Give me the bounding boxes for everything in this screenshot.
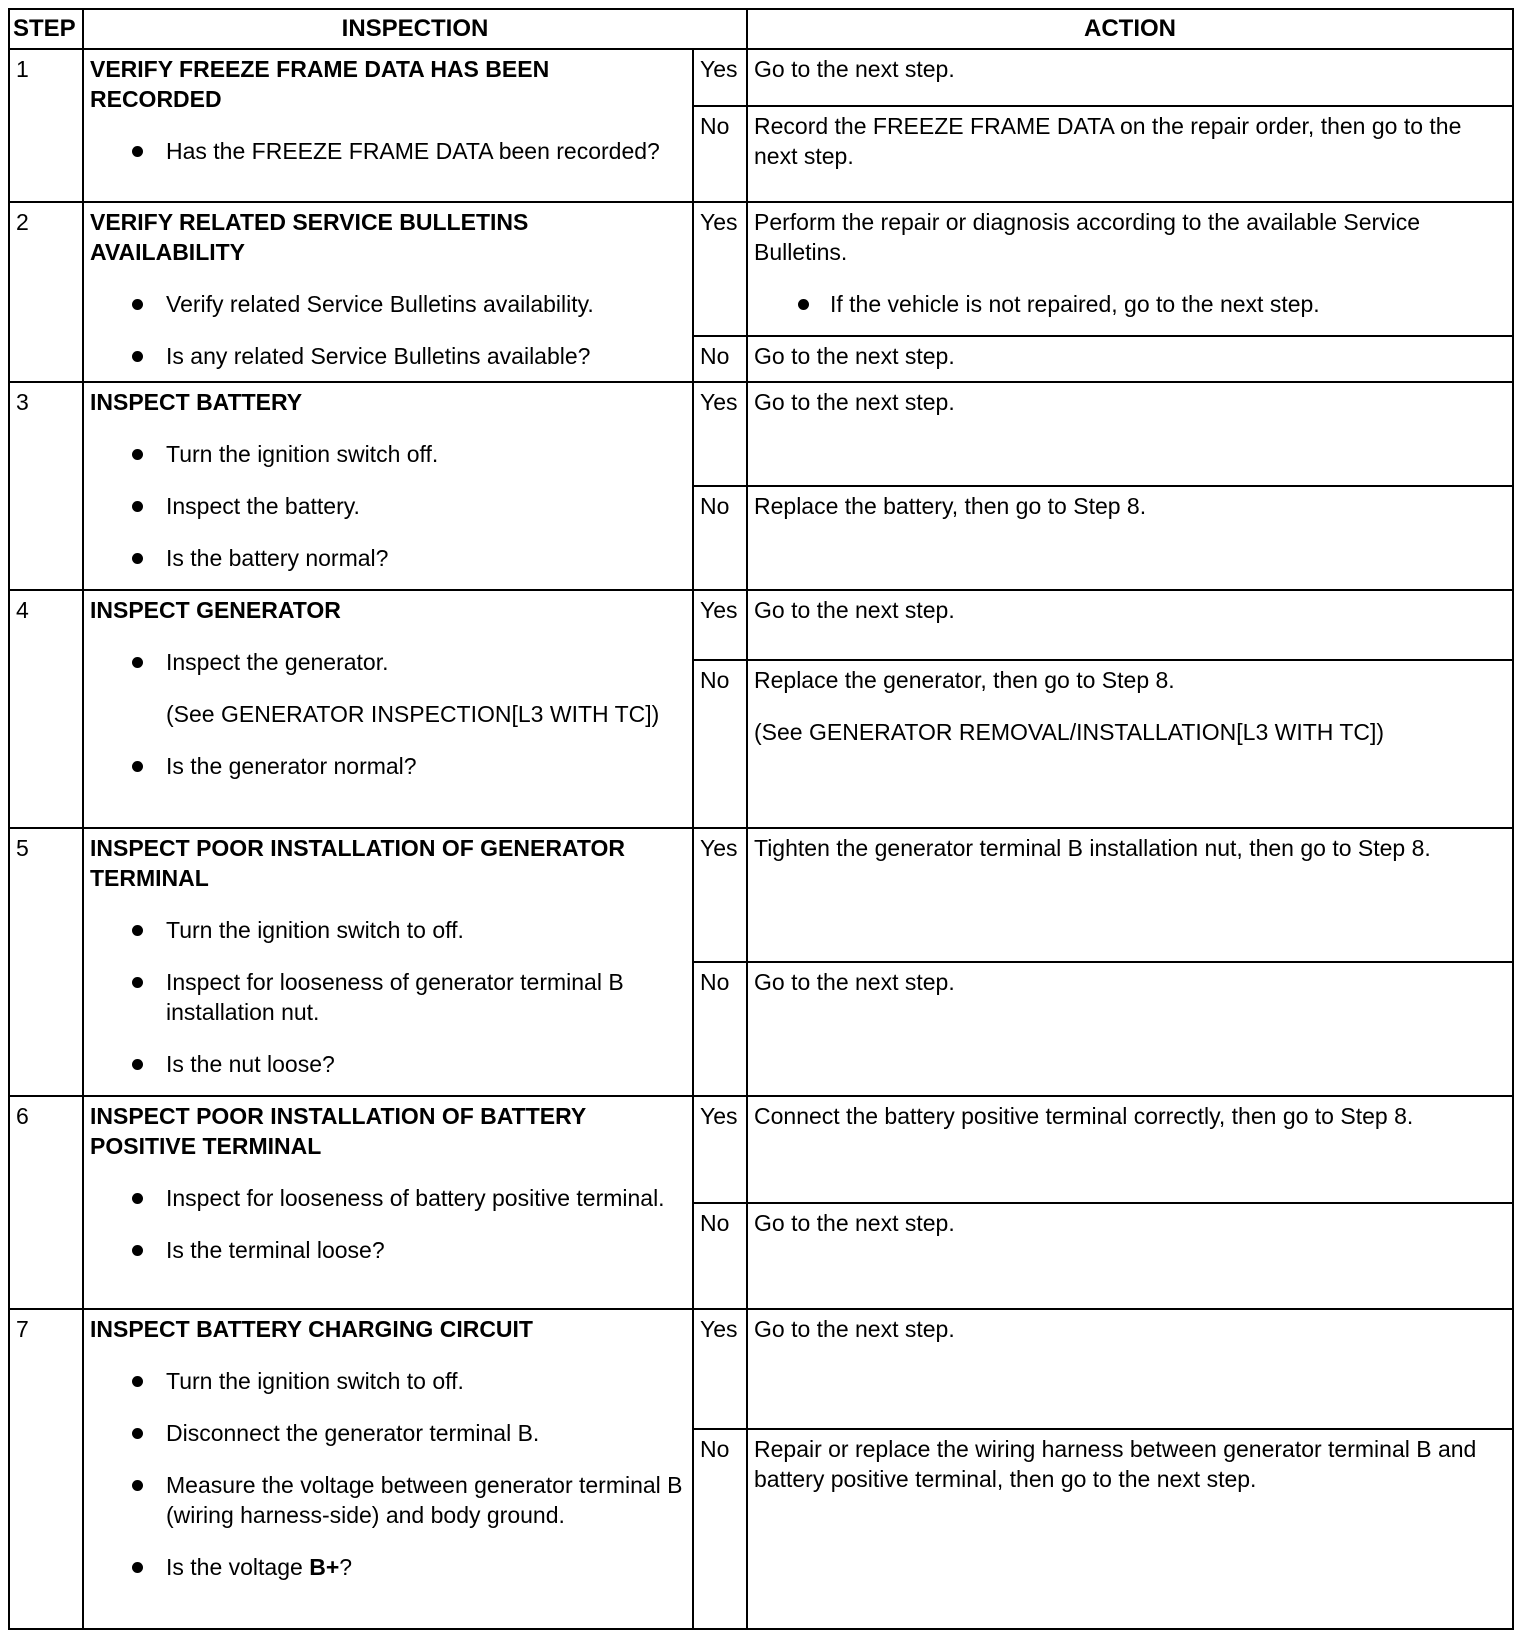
step-number: 6	[9, 1096, 83, 1309]
bullet-icon	[132, 1059, 143, 1070]
bullet-icon	[132, 761, 143, 772]
inspection-bullet	[90, 1418, 686, 1448]
step-5-yes-row	[9, 828, 1513, 962]
yes-action: Connect the battery positive terminal correctly, then go to Step 8.	[747, 1096, 1513, 1203]
yes-action: Go to the next step.	[747, 49, 1513, 106]
no-label: No	[693, 1429, 747, 1629]
bullet-icon	[132, 351, 143, 362]
bullet-text-prefix: Is the voltage	[166, 1554, 310, 1580]
inspection-bullet	[90, 439, 686, 469]
step-inspection	[83, 1096, 693, 1309]
step-inspection	[83, 49, 693, 202]
step-number: 5	[9, 828, 83, 1096]
bullet-text-suffix: ?	[339, 1554, 353, 1580]
yes-action: Go to the next step.	[747, 1309, 1513, 1429]
inspection-bullet	[90, 136, 686, 166]
bullet-text: Measure the voltage between generator terminal B (wiring harness-side) and body ground.	[166, 1472, 683, 1528]
bullet-text: Disconnect the generator terminal B.	[166, 1420, 540, 1446]
bullet-icon	[798, 299, 809, 310]
yes-action: Go to the next step.	[747, 590, 1513, 660]
step-inspection	[83, 828, 693, 1096]
step-title: INSPECT GENERATOR	[90, 597, 341, 623]
yes-action: Tighten the generator terminal B installation nut, then go to Step 8.	[747, 828, 1513, 962]
inspection-bullet	[90, 1366, 686, 1396]
bullet-text: Is the generator normal?	[166, 753, 417, 779]
bullet-text: Is the nut loose?	[166, 1051, 335, 1077]
step-number: 2	[9, 202, 83, 382]
step-inspection	[83, 382, 693, 590]
action-column-header: ACTION	[747, 9, 1513, 49]
bullet-icon	[132, 501, 143, 512]
inspection-bullet	[90, 491, 686, 521]
step-7-yes-row	[9, 1309, 1513, 1429]
step-title: INSPECT BATTERY CHARGING CIRCUIT	[90, 1316, 533, 1342]
step-number: 4	[9, 590, 83, 828]
bullet-text: Inspect for looseness of battery positive terminal.	[166, 1185, 665, 1211]
table-header-row	[9, 9, 1513, 49]
step-title: INSPECT POOR INSTALLATION OF BATTERY POSITIVE TERMINAL	[90, 1103, 586, 1159]
bullet-icon	[132, 1376, 143, 1387]
no-action-text: Replace the generator, then go to Step 8.	[754, 667, 1175, 693]
no-label: No	[693, 336, 747, 382]
inspection-bullet	[90, 1235, 686, 1265]
bullet-text: Inspect for looseness of generator terminal B installation nut.	[166, 969, 624, 1025]
bullet-icon	[132, 449, 143, 460]
inspection-bullet	[90, 915, 686, 945]
bullet-icon	[132, 925, 143, 936]
yes-label: Yes	[693, 202, 747, 336]
action-bullet	[754, 289, 1506, 319]
inspection-note: (See GENERATOR INSPECTION[L3 WITH TC])	[166, 701, 660, 727]
no-action: Replace the battery, then go to Step 8.	[747, 486, 1513, 590]
inspection-bullet	[90, 751, 686, 781]
no-action: Record the FREEZE FRAME DATA on the repair order, then go to the next step.	[747, 106, 1513, 202]
bullet-text: Has the FREEZE FRAME DATA been recorded?	[166, 138, 660, 164]
bullet-icon	[132, 1428, 143, 1439]
inspection-bullet	[90, 1183, 686, 1213]
no-action: Go to the next step.	[747, 336, 1513, 382]
no-label: No	[693, 486, 747, 590]
step-1-yes-row	[9, 49, 1513, 106]
step-2-yes-row	[9, 202, 1513, 336]
step-title: VERIFY RELATED SERVICE BULLETINS AVAILABILITY	[90, 209, 529, 265]
step-title: INSPECT BATTERY	[90, 389, 303, 415]
bullet-icon	[132, 553, 143, 564]
no-label: No	[693, 660, 747, 828]
no-action: Repair or replace the wiring harness between generator terminal B and battery positive terminal, then go to the next step.	[747, 1429, 1513, 1629]
yes-action-text: Perform the repair or diagnosis according to the available Service Bulletins.	[754, 209, 1421, 265]
step-4-yes-row	[9, 590, 1513, 660]
yes-action	[747, 202, 1513, 336]
step-column-header: STEP	[9, 9, 83, 49]
bullet-text: Turn the ignition switch to off.	[166, 917, 464, 943]
bullet-text: Turn the ignition switch off.	[166, 441, 439, 467]
bullet-icon	[132, 657, 143, 668]
step-number: 1	[9, 49, 83, 202]
step-inspection	[83, 1309, 693, 1629]
bullet-text: Is the terminal loose?	[166, 1237, 385, 1263]
no-label: No	[693, 106, 747, 202]
bullet-text: Inspect the battery.	[166, 493, 360, 519]
yes-label: Yes	[693, 49, 747, 106]
bullet-icon	[132, 1562, 143, 1573]
bullet-text: Turn the ignition switch to off.	[166, 1368, 464, 1394]
yes-action: Go to the next step.	[747, 382, 1513, 486]
step-inspection	[83, 202, 693, 382]
no-action: Go to the next step.	[747, 962, 1513, 1096]
yes-label: Yes	[693, 1096, 747, 1203]
step-inspection	[83, 590, 693, 828]
yes-label: Yes	[693, 828, 747, 962]
bullet-icon	[132, 977, 143, 988]
no-label: No	[693, 962, 747, 1096]
yes-label: Yes	[693, 590, 747, 660]
bullet-icon	[132, 146, 143, 157]
bullet-text-bold: B+	[309, 1554, 340, 1580]
inspection-column-header: INSPECTION	[83, 9, 747, 49]
action-bullet-text: If the vehicle is not repaired, go to the next step.	[830, 291, 1320, 317]
inspection-bullet	[90, 1049, 686, 1079]
bullet-icon	[132, 1245, 143, 1256]
step-number: 3	[9, 382, 83, 590]
bullet-text: Inspect the generator.	[166, 649, 389, 675]
bullet-text: Verify related Service Bulletins availability.	[166, 291, 594, 317]
yes-label: Yes	[693, 382, 747, 486]
step-title: VERIFY FREEZE FRAME DATA HAS BEEN RECORDED	[90, 56, 550, 112]
action-note: (See GENERATOR REMOVAL/INSTALLATION[L3 WITH TC])	[754, 719, 1385, 745]
bullet-icon	[132, 1480, 143, 1491]
no-action: Go to the next step.	[747, 1203, 1513, 1309]
bullet-text: Is any related Service Bulletins available?	[166, 343, 591, 369]
inspection-bullet	[90, 289, 686, 319]
step-title: INSPECT POOR INSTALLATION OF GENERATOR TERMINAL	[90, 835, 625, 891]
inspection-bullet	[90, 967, 686, 1027]
inspection-bullet	[90, 341, 686, 371]
no-label: No	[693, 1203, 747, 1309]
step-3-yes-row	[9, 382, 1513, 486]
bullet-icon	[132, 1193, 143, 1204]
inspection-bullet	[90, 543, 686, 573]
yes-label: Yes	[693, 1309, 747, 1429]
diagnostic-table	[8, 8, 1514, 1630]
bullet-icon	[132, 299, 143, 310]
no-action	[747, 660, 1513, 828]
bullet-text: Is the battery normal?	[166, 545, 389, 571]
inspection-bullet	[90, 647, 686, 677]
inspection-bullet	[90, 1470, 686, 1530]
step-6-yes-row	[9, 1096, 1513, 1203]
diagnostic-procedure-sheet	[8, 8, 1512, 1630]
step-number: 7	[9, 1309, 83, 1629]
inspection-bullet	[90, 1552, 686, 1582]
